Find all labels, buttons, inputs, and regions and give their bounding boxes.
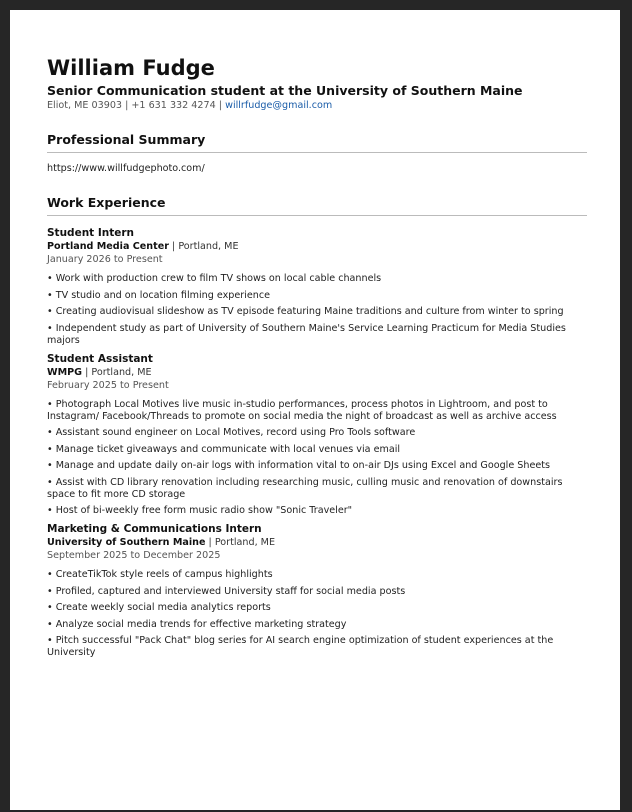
job-org-line [47,536,587,549]
job-org: Portland Media Center [47,241,169,252]
job-org: WMPG [47,366,83,378]
bullet-text: Independent study as part of University of Southern Maine's Service Learning Practicum for Media Studies majors [47,322,566,346]
contact-separator: | [125,100,129,111]
bullet-item: • Pitch successful "Pack Chat" blog series for AI search engine optimization of student experiences at the University [47,635,554,658]
resume-page [10,10,620,810]
section-divider [47,215,587,216]
job-bullets [47,399,587,518]
job-dates: February 2025 to Present [47,379,169,391]
bullet-text: Assist with CD library renovation including researching music, culling music and renovation of downstairs space to fit more CD storage [47,476,563,500]
job-title: Student Intern [47,227,135,239]
job-entry [47,523,587,659]
job-org-line [47,366,587,379]
bullet-text: Assistant sound engineer on Local Motives, record using Pro Tools software [55,427,416,438]
job-dates: September 2025 to December 2025 [47,550,221,561]
bullet-item: • Assistant sound engineer on Local Motives, record using Pro Tools software [47,427,416,438]
job-title: Marketing & Communications Intern [47,523,262,535]
bullet-text: Work with production crew to film TV shows on local cable channels [55,273,382,284]
section-title-summary: Professional Summary [47,132,206,147]
resume-content [47,56,587,664]
bullet-text: Profiled, captured and interviewed University staff for social media posts [55,585,406,597]
bullet-item: • CreateTikTok style reels of campus highlights [47,569,273,580]
section-title-experience: Work Experience [47,195,166,210]
bullet-text: Create weekly social media analytics reports [55,602,271,613]
job-bullets [47,273,587,347]
job-org-separator: | [172,241,176,252]
bullet-item: • Creating audiovisual slideshow as TV episode featuring Maine traditions and culture from winter to spring [47,306,564,317]
bullet-item: • Assist with CD library renovation including researching music, culling music and renovation of downstairs space to fit more CD storage [47,476,563,500]
contact-line [47,99,587,112]
bullet-item: • Create weekly social media analytics reports [47,602,271,613]
experience-section [47,195,587,659]
job-location: Portland, ME [91,366,152,378]
job-entry [47,227,587,347]
candidate-name: William Fudge [47,56,215,80]
contact-phone: +1 631 332 4274 [131,100,216,111]
job-title: Student Assistant [47,352,153,365]
bullet-text: Analyze social media trends for effective marketing strategy [55,618,347,630]
bullet-item: • Manage and update daily on-air logs with information vital to on-air DJs using Excel and Google Sheets [47,460,551,471]
job-org-line [47,240,587,253]
job-entry [47,353,587,518]
bullet-text: Host of bi-weekly free form music radio show "Sonic Traveler" [55,505,353,516]
bullet-text: TV studio and on location filming experience [55,289,271,301]
bullet-text: CreateTikTok style reels of campus highlights [55,569,273,580]
bullet-text: Manage and update daily on-air logs with information vital to on-air DJs using Excel and Google Sheets [55,460,551,471]
job-location: Portland, ME [178,241,239,252]
bullet-item: • TV studio and on location filming experience [47,289,271,301]
summary-text: https://www.willfudgephoto.com/ [47,163,205,174]
bullet-item: • Work with production crew to film TV shows on local cable channels [47,273,382,284]
section-divider [47,152,587,153]
job-org-separator: | [85,366,89,378]
bullet-item: • Manage ticket giveaways and communicate with local venues via email [47,443,401,455]
bullet-item: • Independent study as part of University of Southern Maine's Service Learning Practicum for Media Studies majors [47,322,566,346]
bullet-text: Creating audiovisual slideshow as TV episode featuring Maine traditions and culture from winter to spring [55,306,564,317]
bullet-item: • Photograph Local Motives live music in-studio performances, process photos in Lightroom, and post to Instagram/ Facebook/Threads to promote on social media the night of broadcast as well as archive access [47,398,557,422]
job-location: Portland, ME [214,537,276,548]
job-org-separator: | [208,537,212,548]
bullet-item: • Analyze social media trends for effective marketing strategy [47,618,347,630]
bullet-text: Photograph Local Motives live music in-studio performances, process photos in Lightroom, and post to Instagram/ Facebook/Threads to promote on social media the night of broadcast as well as archive access [47,398,557,422]
summary-section [47,132,587,175]
bullet-item: • Profiled, captured and interviewed University staff for social media posts [47,585,406,597]
candidate-headline: Senior Communication student at the University of Southern Maine [47,83,523,98]
job-org: University of Southern Maine [47,537,206,548]
contact-location: Eliot, ME 03903 [47,100,123,111]
bullet-text: Manage ticket giveaways and communicate with local venues via email [55,443,401,455]
bullet-text: Pitch successful "Pack Chat" blog series for AI search engine optimization of student experiences at the University [47,635,554,658]
contact-email-link[interactable]: willrfudge@gmail.com [225,100,333,111]
job-bullets [47,569,587,659]
job-dates: January 2026 to Present [47,254,163,265]
bullet-item: • Host of bi-weekly free form music radio show "Sonic Traveler" [47,505,353,516]
contact-separator: | [218,100,223,111]
